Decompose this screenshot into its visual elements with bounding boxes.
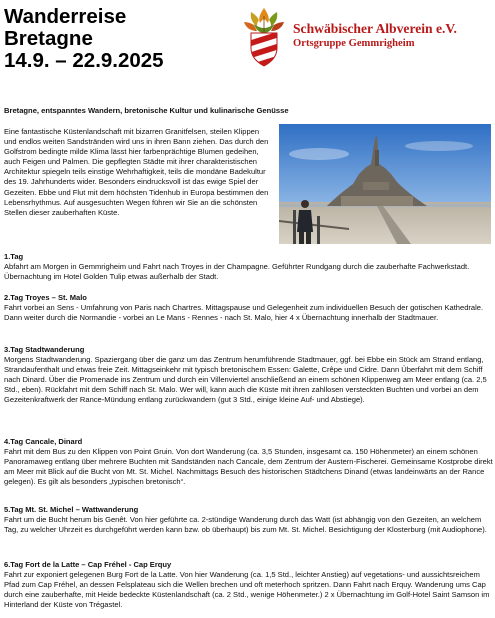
day-5-text: Fahrt um die Bucht herum bis Genêt. Von hier geführte ca. 2-stündige Wanderung durch das Watt (ist abhängig von den Gezeiten, an welchem Tag, zu welcher Uhrzeit es durchgeführt werden kann bzw. ob überhaupt) bis zum Mt. St. Michel. Besichtigung der Klosterburg (mit Audiophone).: [4, 515, 487, 535]
intro-paragraph: Eine fantastische Küstenlandschaft mit bizarren Granitfelsen, steilen Klippen und endlos weiten Sandstränden wird uns in ihren Bann ziehen. Das durch den Golfstrom bedingte milde Klima lässt hier farbenprächtige Blumen gedeihen, auch Feigen und Palmen. Die gepflegten Städte mit ihrer charakteristischen Architektur spiegeln teils einstige Wehrhaftigkeit, teils die mondäne Badekultur des 19. Jahrhunderts wider. Besonders eindrucksvoll ist das ewige Spiel der Gezeiten. Ebbe und Flut mit dem höchsten Tidenhub in Europa bestimmen den Lebensrhythmus. Auf ausgesuchten Wegen führen wir Sie an die schönsten Stellen dieser zauberhaften Küste.: [4, 127, 269, 217]
day-4-text: Fahrt mit dem Bus zu den Klippen von Point Gruin. Von dort Wanderung (ca. 3,5 Stunden, insgesamt ca. 150 Höhenmeter) an einem schönen Panoramaweg entlang über mehrere Buchten mit Sandständen nach Cancale, dem Zentrum der Austern-Fischerei. Gemeinsame Kostprobe direkt am Meer mit Blick auf die Bucht von Mt. St. Michel. Nachmittags Besuch des historischen Städtchens Dinand (etwas landeinwärts an der Rance gelegen). Es gilt als besonders „typischen bretonisch“.: [4, 447, 493, 487]
day-6: [4, 560, 493, 610]
day-3-heading: 3.Tag Stadtwanderung: [4, 345, 85, 354]
day-2-heading: 2.Tag Troyes – St. Malo: [4, 293, 87, 302]
title-dates: 14.9. – 22.9.2025: [4, 49, 164, 72]
mont-saint-michel-photo: [279, 124, 491, 244]
title-line-1: Wanderreise: [4, 5, 127, 28]
day-4-heading: 4.Tag Cancale, Dinard: [4, 437, 83, 446]
day-5-heading: 5.Tag Mt. St. Michel – Wattwanderung: [4, 505, 139, 514]
trip-title: [4, 6, 164, 72]
trip-subtitle: Bretagne, entspanntes Wandern, bretonische Kultur und kulinarische Genüsse: [4, 106, 289, 115]
day-4: [4, 437, 493, 487]
day-2: [4, 293, 493, 323]
day-1: [4, 252, 493, 282]
day-1-text: Abfahrt am Morgen in Gemmrigheim und Fahrt nach Troyes in der Champagne. Geführter Rundgang durch die zauberhafte Fachwerkstadt. Übernachtung im Hotel Golden Tulip etwas außerhalb der Stadt.: [4, 262, 470, 282]
day-2-text: Fahrt vorbei an Sens - Umfahrung von Paris nach Chartres. Mittagspause und Gelegenheit zum individuellen Besuch der gotischen Kathedrale. Dann weiter durch die Normandie - vorbei an Le Mans - Rennes - nach St. Malo, hier 4 x Übernachtung innerhalb der Stadtmauer.: [4, 303, 484, 323]
albverein-logo-icon: [240, 6, 288, 68]
day-6-heading: 6.Tag Fort de la Latte – Cap Fréhel - Cap Erquy: [4, 560, 172, 569]
day-3-text: Morgens Stadtwanderung. Spaziergang über die ganz um das Zentrum herumführende Stadtmauer, ggf. bei Ebbe ein Stück am Strand entlang, Strandaufenthalt und etwas freie Zeit. Mittagseinkehr mit typisch bretonischem Essen: Galette, Crêpe und Cidre. Dann Überfahrt mit dem Schiff nach Dinard. Über die Promenade ins Zentrum und durch ein Villenviertel anschließend an einem schönen Klippenweg am Meer entlang (ca. 2,5 Std., eben). Rückfahrt mit dem Schiff nach St. Malo. Wer will, kann auch die Küste mit ihren zahllosen versteckten Buchten und vorbei an dem Gezeitenkraftwerk der Rance-Mündung entlang zurückwandern (gut 3 Std., einige kleine Auf- und Abstiege).: [4, 355, 487, 405]
club-group: Ortsgruppe Gemmrigheim: [293, 38, 415, 49]
title-line-2: Bretagne: [4, 27, 93, 50]
day-6-text: Fahrt zur exponiert gelegenen Burg Fort de la Latte. Von hier Wanderung (ca. 1,5 Std., leichter Anstieg) auf vegetations- und aussichtsreichem Pfad zum Cap Fréhel, an dessen Felsplateau sich die Wellen brechen und oft meterhoch spritzen. Dann Fahrt nach Erquy. Wanderung ums Cap durch eine zauberhafte, mit Heide bedeckte Küstenlandschaft (ca. 2 Std., wenige Höhenmeter.) 2 x Übernachtung im Golf-Hotel Saint Samson im Hinterland der Küste von Trégastel.: [4, 570, 490, 610]
day-5: [4, 505, 493, 535]
club-name: Schwäbischer Albverein e.V.: [293, 21, 457, 36]
day-1-heading: 1.Tag: [4, 252, 24, 261]
club-heading: [293, 21, 457, 51]
day-3: [4, 345, 493, 406]
